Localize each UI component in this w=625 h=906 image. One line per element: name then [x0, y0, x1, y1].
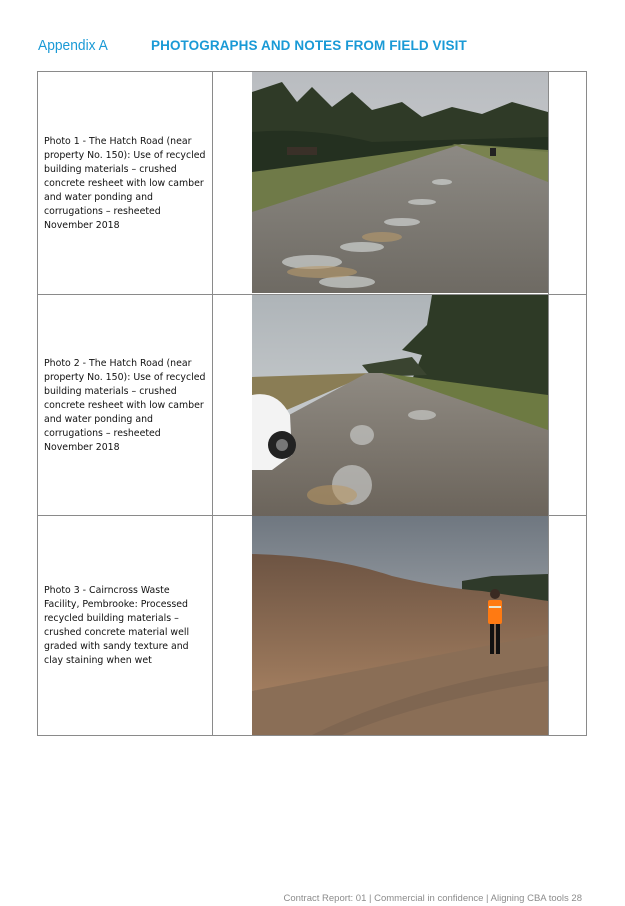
photo-waste-facility	[252, 516, 548, 735]
table-row	[38, 295, 586, 516]
table-row	[38, 72, 586, 295]
table-row	[38, 516, 586, 735]
photo-table	[37, 71, 587, 736]
page-footer: Contract Report: 01 | Commercial in confidence | Aligning CBA tools 28	[283, 893, 582, 904]
page-title: PHOTOGRAPHS AND NOTES FROM FIELD VISIT	[151, 38, 467, 53]
photo-note: Photo 2 - The Hatch Road (near property No. 150): Use of recycled building materials – crushed concrete resheet with low camber and water ponding and corrugations – resheeted November 2018	[44, 358, 206, 453]
photo-note: Photo 3 - Cairncross Waste Facility, Pembrooke: Processed recycled building materials – crushed concrete material well graded with sandy texture and clay staining when wet	[44, 585, 190, 666]
appendix-label: Appendix A	[38, 37, 108, 54]
photo-note: Photo 1 - The Hatch Road (near property No. 150): Use of recycled building materials – crushed concrete resheet with low camber and water ponding and corrugations – resheeted November 2018	[44, 136, 206, 231]
photo-road-2	[252, 295, 548, 516]
photo-road-1	[252, 72, 548, 293]
